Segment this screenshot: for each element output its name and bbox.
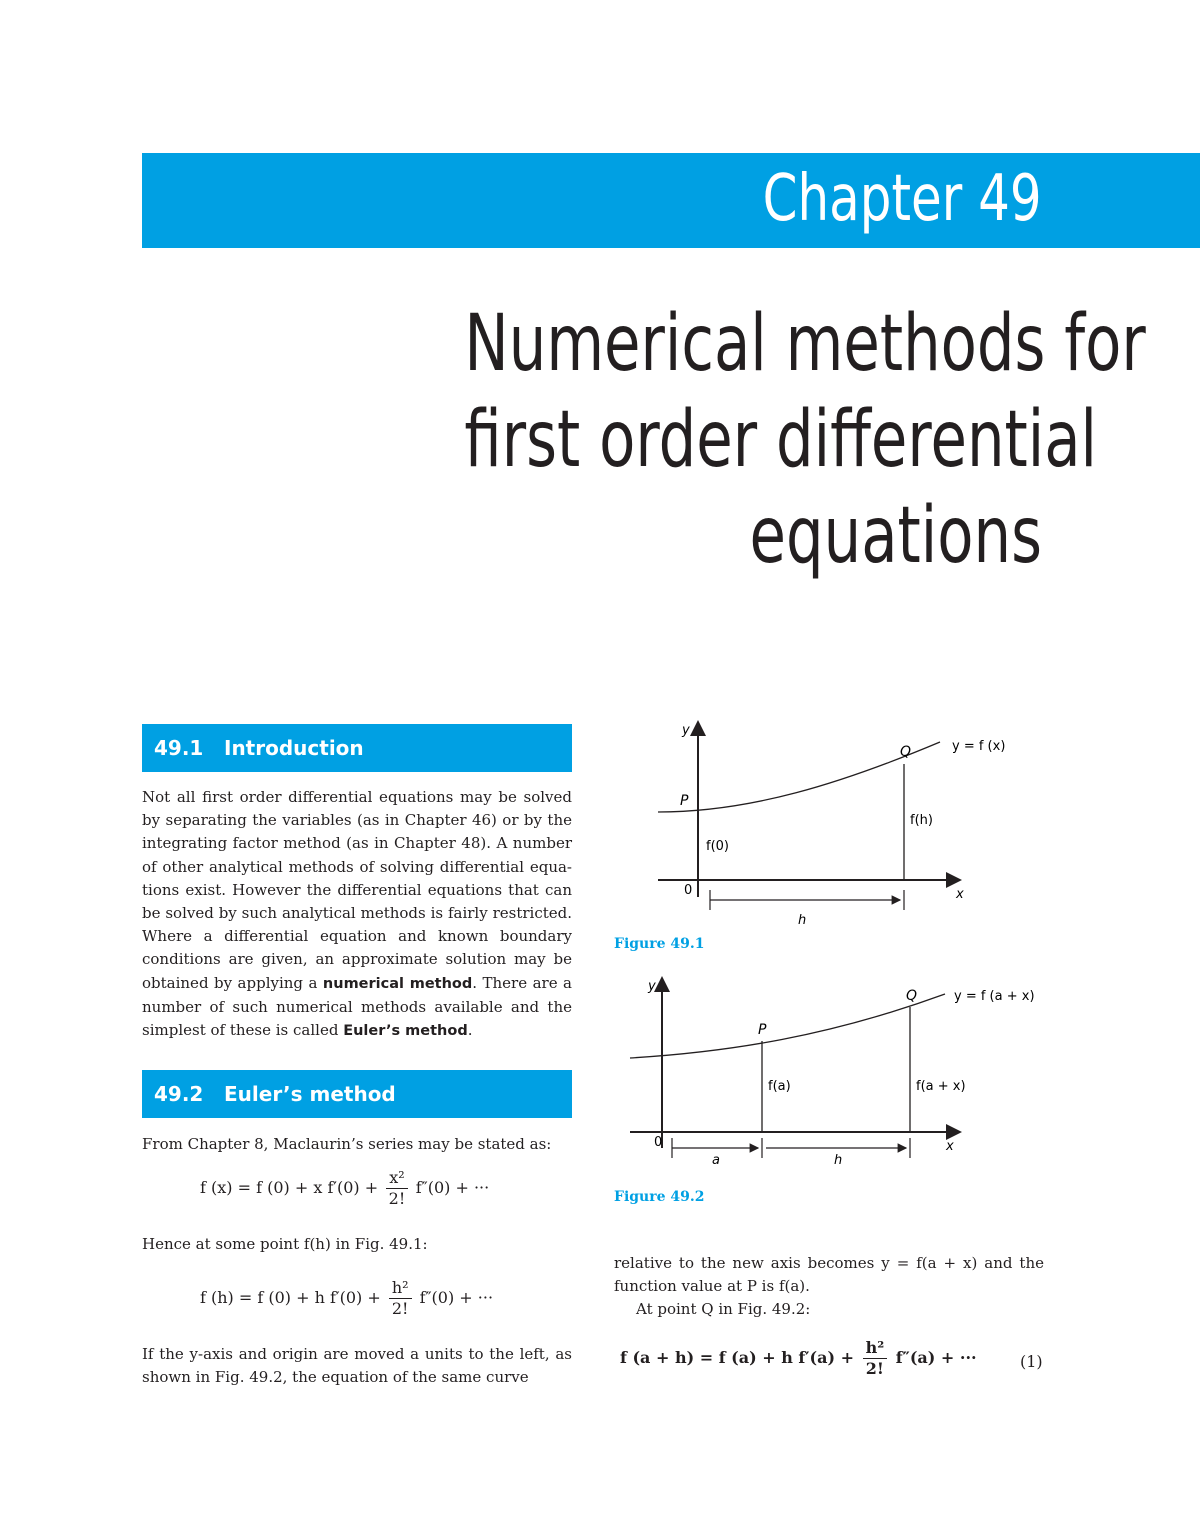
equation-fraction: [389, 1278, 412, 1319]
section2-paragraph-4: relative to the new axis becomes y = f(a + x) and the function value at P is f(a).: [614, 1254, 1044, 1296]
intro-text-2: . There are a number of such numerical methods available and the simplest of these is called: [142, 973, 572, 1040]
figure-49-1-caption: Figure 49.1: [614, 936, 705, 952]
intro-bold-eulers-method: Euler’s method: [343, 1023, 468, 1040]
origin-label: 0: [654, 1135, 663, 1150]
equation-lhs: f (a + h) = f (a) + h f′(a) +: [620, 1348, 854, 1367]
intro-text-3: .: [467, 1021, 473, 1040]
chapter-title: [282, 296, 1146, 584]
fraction-numerator: h²: [389, 1278, 412, 1299]
fa-label: f(a): [768, 1079, 791, 1094]
fh-label: f(h): [910, 813, 933, 828]
chapter-label: Chapter 49: [763, 162, 1042, 236]
equation-lhs: f (h) = f (0) + h f′(0) +: [200, 1288, 381, 1307]
figure-49-2-caption: Figure 49.2: [614, 1189, 705, 1205]
curve: [658, 742, 940, 812]
point-p-label: P: [680, 793, 689, 809]
equation-1: [620, 1338, 977, 1379]
intro-text-1: Not all first order differential equations may be solved by separating the variables (as in Chapter 46) or by the integrating factor method (as in Chapter 48). A number of other analytical methods of solving differential equa-tions exist. However the differential equations that can be solved by such analytical methods is fairly restricted. Where a differential equation and known boundary conditions are given, an approximate solution may be obtained by applying a: [142, 788, 572, 992]
intro-bold-numerical-method: numerical method: [322, 975, 473, 992]
section-number: 49.1: [154, 736, 204, 760]
equation-fraction: [863, 1338, 888, 1379]
section-heading-introduction: [142, 724, 572, 772]
figure-49-2-diagram: [600, 966, 1050, 1176]
section-title: Introduction: [224, 736, 364, 760]
equation-lhs: f (x) = f (0) + x f′(0) +: [200, 1178, 379, 1197]
equation-rhs: f″(0) + ···: [415, 1178, 490, 1197]
chapter-title-line-2: first order differential: [464, 395, 1098, 485]
origin-label: 0: [684, 883, 693, 898]
fraction-denominator: 2!: [388, 1189, 406, 1208]
point-p-label: P: [758, 1022, 767, 1038]
fraction-numerator: h²: [863, 1338, 888, 1359]
section2-paragraph-1: From Chapter 8, Maclaurin’s series may be stated as:: [142, 1135, 552, 1153]
section-number: 49.2: [154, 1082, 204, 1106]
a-label: a: [712, 1153, 720, 1168]
section2-paragraph-2: Hence at some point f(h) in Fig. 49.1:: [142, 1235, 428, 1253]
equation-f-of-h: [200, 1278, 493, 1319]
equation-number: (1): [1020, 1352, 1043, 1371]
fax-label: f(a + x): [916, 1079, 966, 1094]
point-q-label: Q: [906, 988, 918, 1004]
equation-rhs: f″(a) + ···: [895, 1348, 977, 1367]
fraction-numerator: x²: [386, 1168, 407, 1189]
y-axis-label: y: [648, 979, 656, 994]
chapter-title-line-1: Numerical methods for: [464, 299, 1146, 389]
h-label: h: [834, 1153, 843, 1168]
x-axis-label: x: [946, 1139, 954, 1154]
section2-paragraph-3: If the y-axis and origin are moved a units to the left, as shown in Fig. 49.2, the equation of the same curve: [142, 1345, 572, 1387]
equation-rhs: f″(0) + ···: [419, 1288, 494, 1307]
f0-label: f(0): [706, 839, 729, 854]
curve-label: y = f (x): [952, 739, 1006, 754]
y-axis-label: y: [682, 723, 690, 738]
chapter-title-line-3: equations: [749, 491, 1042, 581]
equation-fraction: [386, 1168, 407, 1209]
x-axis-label: x: [956, 887, 964, 902]
h-label: h: [798, 913, 807, 928]
curve-label: y = f (a + x): [954, 989, 1035, 1004]
point-q-label: Q: [900, 744, 912, 760]
fraction-denominator: 2!: [865, 1359, 884, 1378]
chapter-banner: [142, 153, 1200, 248]
fraction-denominator: 2!: [391, 1299, 409, 1318]
equation-maclaurin: [200, 1168, 489, 1209]
figure-49-1-diagram: [600, 712, 1050, 942]
section-title: Euler’s method: [224, 1082, 396, 1106]
curve: [630, 994, 945, 1058]
section2-paragraph-5: At point Q in Fig. 49.2:: [636, 1300, 811, 1318]
introduction-paragraph: [142, 786, 572, 1043]
section-heading-eulers-method: [142, 1070, 572, 1118]
